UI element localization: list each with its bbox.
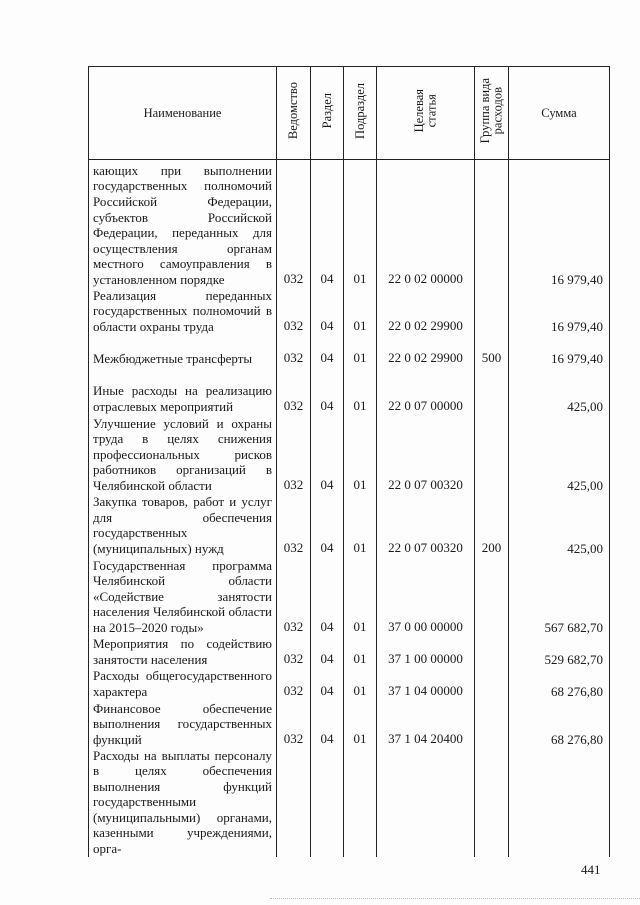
row-sum: 425,00 (509, 494, 610, 557)
header-sum: Сумма (509, 67, 610, 160)
row-expense-type (475, 288, 509, 335)
row-department: 032 (277, 288, 311, 335)
row-expense-type (475, 668, 509, 700)
budget-table (88, 66, 610, 857)
row-expense-type (475, 700, 509, 748)
row-sum: 425,00 (509, 367, 610, 415)
row-name: кающих при выполнении государственных полномочий Российской Федерации, субъектов Российской Федерации, переданных для осуществления органам местного самоуправления в установленном порядке (89, 160, 277, 288)
row-expense-type: 200 (475, 494, 509, 557)
row-expense-type (475, 415, 509, 494)
row-target-article: 22 0 02 29900 (377, 335, 475, 367)
row-sum (509, 748, 610, 857)
table-row (89, 700, 610, 748)
row-section: 04 (311, 415, 344, 494)
row-department: 032 (277, 557, 311, 636)
row-sum: 16 979,40 (509, 335, 610, 367)
row-department: 032 (277, 668, 311, 700)
row-department: 032 (277, 636, 311, 668)
table-header-row (89, 67, 610, 160)
row-section: 04 (311, 367, 344, 415)
table-row (89, 636, 610, 668)
row-section (311, 748, 344, 857)
row-subsection: 01 (344, 288, 377, 335)
row-target-article: 22 0 07 00000 (377, 367, 475, 415)
row-subsection: 01 (344, 367, 377, 415)
row-subsection: 01 (344, 557, 377, 636)
row-target-article: 22 0 07 00320 (377, 494, 475, 557)
row-section: 04 (311, 160, 344, 288)
row-section: 04 (311, 668, 344, 700)
row-section: 04 (311, 288, 344, 335)
table-row (89, 160, 610, 288)
table-row (89, 335, 610, 367)
row-target-article: 37 1 04 20400 (377, 700, 475, 748)
row-name: Межбюджетные трансферты (89, 335, 277, 367)
header-subsection: Подраздел (344, 67, 377, 160)
header-expense-type: Группа вида расходов (475, 67, 509, 160)
header-name: Наименование (89, 67, 277, 160)
table-row (89, 288, 610, 335)
row-sum: 68 276,80 (509, 668, 610, 700)
table-row (89, 367, 610, 415)
row-department: 032 (277, 494, 311, 557)
row-subsection: 01 (344, 700, 377, 748)
row-name: Реализация переданных государственных полномочий в области охраны труда (89, 288, 277, 335)
row-sum: 16 979,40 (509, 288, 610, 335)
row-expense-type (475, 367, 509, 415)
row-subsection: 01 (344, 335, 377, 367)
row-name: Расходы на выплаты персоналу в целях обеспечения выполнения функций государственными (муниципальными) органами, казенными учреждениями, орга- (89, 748, 277, 857)
row-target-article: 22 0 02 00000 (377, 160, 475, 288)
row-expense-type (475, 748, 509, 857)
row-target-article: 37 0 00 00000 (377, 557, 475, 636)
row-department (277, 748, 311, 857)
row-subsection: 01 (344, 636, 377, 668)
row-sum: 425,00 (509, 415, 610, 494)
row-department: 032 (277, 700, 311, 748)
row-name: Финансовое обеспечение выполнения государственных функций (89, 700, 277, 748)
row-target-article: 22 0 07 00320 (377, 415, 475, 494)
table-row (89, 494, 610, 557)
row-sum: 529 682,70 (509, 636, 610, 668)
row-department: 032 (277, 160, 311, 288)
row-subsection: 01 (344, 160, 377, 288)
row-target-article (377, 748, 475, 857)
row-name: Расходы общегосударственного характера (89, 668, 277, 700)
row-subsection: 01 (344, 668, 377, 700)
row-subsection: 01 (344, 415, 377, 494)
row-name: Государственная программа Челябинской области «Содействие занятости населения Челябинской области на 2015–2020 годы» (89, 557, 277, 636)
row-section: 04 (311, 636, 344, 668)
page-number: 441 (581, 862, 601, 877)
row-department: 032 (277, 415, 311, 494)
row-expense-type (475, 636, 509, 668)
table-row (89, 748, 610, 857)
header-department: Ведомство (277, 67, 311, 160)
row-name: Иные расходы на реализацию отраслевых мероприятий (89, 367, 277, 415)
header-target-article: Целевая статья (377, 67, 475, 160)
row-sum: 68 276,80 (509, 700, 610, 748)
row-expense-type (475, 557, 509, 636)
row-name: Улучшение условий и охраны труда в целях снижения профессиональных рисков работников организаций в Челябинской области (89, 415, 277, 494)
row-target-article: 37 1 00 00000 (377, 636, 475, 668)
row-section: 04 (311, 557, 344, 636)
row-section: 04 (311, 700, 344, 748)
row-target-article: 37 1 04 00000 (377, 668, 475, 700)
header-section: Раздел (311, 67, 344, 160)
row-section: 04 (311, 494, 344, 557)
row-section: 04 (311, 335, 344, 367)
row-name: Закупка товаров, работ и услуг для обеспечения государственных (муниципальных) нужд (89, 494, 277, 557)
row-department: 032 (277, 335, 311, 367)
row-sum: 16 979,40 (509, 160, 610, 288)
table-row (89, 557, 610, 636)
row-subsection (344, 748, 377, 857)
table-row (89, 668, 610, 700)
row-expense-type: 500 (475, 335, 509, 367)
table-row (89, 415, 610, 494)
scan-edge-dots (270, 898, 640, 899)
row-department: 032 (277, 367, 311, 415)
row-target-article: 22 0 02 29900 (377, 288, 475, 335)
row-expense-type (475, 160, 509, 288)
row-subsection: 01 (344, 494, 377, 557)
row-name: Мероприятия по содействию занятости населения (89, 636, 277, 668)
row-sum: 567 682,70 (509, 557, 610, 636)
